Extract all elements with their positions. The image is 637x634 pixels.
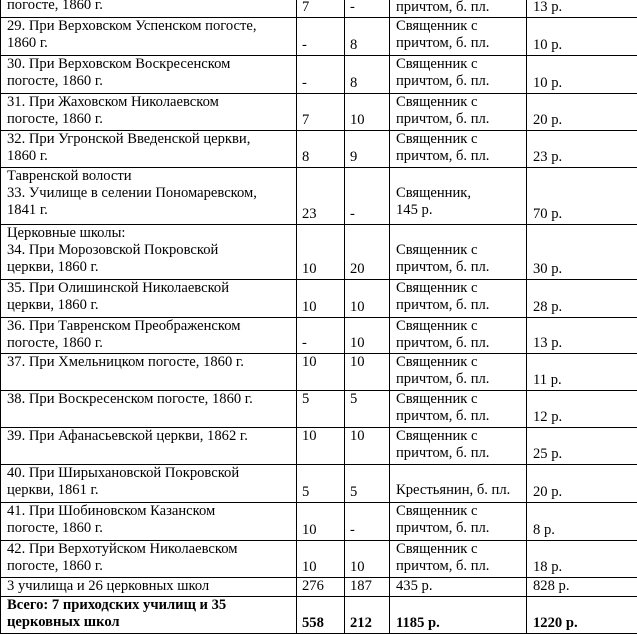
- table-row: [1, 391, 637, 428]
- school-name-cell: [1, 0, 297, 18]
- table-row: [1, 541, 637, 578]
- teacher-line: причтом, б. пл.: [396, 148, 490, 164]
- boys-count-cell: 558: [297, 597, 345, 634]
- school-name-line: Церковные школы:: [7, 225, 126, 241]
- teacher-line: причтом, б. пл.: [396, 520, 490, 536]
- salary-cell: 28 р.: [527, 280, 637, 318]
- teacher-cell: [390, 428, 527, 465]
- table-row: [1, 18, 637, 56]
- school-name-cell: [1, 578, 297, 597]
- salary-cell: 25 р.: [527, 428, 637, 465]
- salary-cell: 8 р.: [527, 503, 637, 541]
- boys-count-cell: 23: [297, 168, 345, 225]
- table-row: [1, 225, 637, 280]
- school-name-line: 40. При Ширыхановской Покровской: [7, 465, 240, 481]
- boys-count-cell: 10: [297, 428, 345, 465]
- salary-cell: 23 р.: [527, 131, 637, 168]
- boys-count-cell: 5: [297, 391, 345, 428]
- school-name-line: Всего: 7 приходских училищ и 35: [7, 597, 227, 613]
- teacher-line: Священник с: [396, 18, 478, 34]
- salary-cell: 20 р.: [527, 94, 637, 131]
- table-row: [1, 354, 637, 391]
- school-name-cell: [1, 465, 297, 503]
- teacher-line: Крестьянин, б. пл.: [396, 482, 511, 498]
- school-name-line: 36. При Тавренском Преображенском: [7, 318, 241, 334]
- teacher-cell: [390, 225, 527, 280]
- teacher-line: Священник с: [396, 242, 478, 258]
- girls-count-cell: -: [345, 168, 390, 225]
- boys-count-cell: 8: [297, 131, 345, 168]
- teacher-line: причтом, б. пл.: [396, 35, 490, 51]
- school-name-line: 1860 г.: [7, 35, 48, 51]
- salary-cell: 18 р.: [527, 541, 637, 578]
- school-name-cell: [1, 318, 297, 354]
- table-row: [1, 465, 637, 503]
- teacher-cell: [390, 280, 527, 318]
- girls-count-cell: 8: [345, 18, 390, 56]
- school-name-cell: [1, 94, 297, 131]
- teacher-line: причтом, б. пл.: [396, 0, 490, 15]
- salary-cell: 10 р.: [527, 18, 637, 56]
- salary-cell: 12 р.: [527, 391, 637, 428]
- school-name-line: 35. При Олишинской Николаевской: [7, 280, 230, 296]
- girls-count-cell: 10: [345, 541, 390, 578]
- school-name-cell: [1, 225, 297, 280]
- school-name-line: 3 училища и 26 церковных школ: [7, 578, 210, 594]
- school-name-cell: [1, 131, 297, 168]
- school-name-cell: [1, 597, 297, 634]
- school-name-line: 31. При Жаховском Николаевском: [7, 94, 219, 110]
- school-name-line: погосте, 1860 г.: [7, 558, 103, 574]
- school-name-line: 29. При Верховском Успенском погосте,: [7, 18, 257, 34]
- teacher-cell: [390, 465, 527, 503]
- table-row: [1, 578, 637, 597]
- boys-count-cell: 5: [297, 465, 345, 503]
- girls-count-cell: -: [345, 503, 390, 541]
- teacher-line: Священник с: [396, 280, 478, 296]
- salary-cell: 20 р.: [527, 465, 637, 503]
- boys-count-cell: -: [297, 56, 345, 94]
- girls-count-cell: 9: [345, 131, 390, 168]
- school-name-line: 37. При Хмельницком погосте, 1860 г.: [7, 354, 244, 370]
- school-name-cell: [1, 354, 297, 391]
- teacher-line: [396, 225, 523, 242]
- teacher-cell: [390, 541, 527, 578]
- girls-count-cell: 187: [345, 578, 390, 597]
- table-row: [1, 318, 637, 354]
- boys-count-cell: 10: [297, 225, 345, 280]
- girls-count-cell: 20: [345, 225, 390, 280]
- table-row: [1, 168, 637, 225]
- boys-count-cell: 10: [297, 280, 345, 318]
- schools-table-body: [1, 0, 637, 634]
- teacher-line: причтом, б. пл.: [396, 371, 490, 387]
- teacher-line: Священник с: [396, 56, 478, 72]
- boys-count-cell: -: [297, 18, 345, 56]
- teacher-line: причтом, б. пл.: [396, 335, 490, 351]
- teacher-cell: [390, 168, 527, 225]
- teacher-line: [396, 465, 523, 482]
- girls-count-cell: 10: [345, 428, 390, 465]
- teacher-line: причтом, б. пл.: [396, 259, 490, 275]
- salary-cell: 13 р.: [527, 318, 637, 354]
- salary-cell: 1220 р.: [527, 597, 637, 634]
- teacher-line: причтом, б. пл.: [396, 297, 490, 313]
- teacher-cell: [390, 18, 527, 56]
- teacher-cell: [390, 597, 527, 634]
- school-name-cell: [1, 18, 297, 56]
- teacher-line: Священник с: [396, 541, 478, 557]
- salary-cell: 828 р.: [527, 578, 637, 597]
- teacher-cell: [390, 94, 527, 131]
- school-name-line: 32. При Угронской Введенской церкви,: [7, 131, 251, 147]
- salary-cell: 11 р.: [527, 354, 637, 391]
- salary-cell: 30 р.: [527, 225, 637, 280]
- school-name-cell: [1, 428, 297, 465]
- school-name-cell: [1, 391, 297, 428]
- teacher-line: Священник с: [396, 428, 478, 444]
- teacher-cell: [390, 131, 527, 168]
- table-row: [1, 503, 637, 541]
- girls-count-cell: 10: [345, 280, 390, 318]
- school-name-line: 42. При Верхотуйском Николаевском: [7, 541, 238, 557]
- school-name-line: погосте, 1860 г.: [7, 335, 103, 351]
- total-row: [1, 597, 637, 634]
- school-name-cell: [1, 541, 297, 578]
- school-name-cell: [1, 56, 297, 94]
- teacher-cell: [390, 578, 527, 597]
- school-name-cell: [1, 168, 297, 225]
- teacher-cell: [390, 0, 527, 18]
- girls-count-cell: -: [345, 0, 390, 18]
- teacher-line: [396, 168, 523, 185]
- boys-count-cell: 10: [297, 541, 345, 578]
- teacher-line: причтом, б. пл.: [396, 558, 490, 574]
- boys-count-cell: 10: [297, 503, 345, 541]
- teacher-line: Священник с: [396, 391, 478, 407]
- school-name-line: 38. При Воскресенском погосте, 1860 г.: [7, 391, 253, 407]
- boys-count-cell: 276: [297, 578, 345, 597]
- girls-count-cell: 5: [345, 391, 390, 428]
- teacher-line: причтом, б. пл.: [396, 445, 490, 461]
- teacher-line: 1185 р.: [396, 615, 440, 631]
- girls-count-cell: 212: [345, 597, 390, 634]
- school-name-cell: [1, 280, 297, 318]
- boys-count-cell: -: [297, 318, 345, 354]
- school-name-line: 30. При Верховском Воскресенском: [7, 56, 231, 72]
- school-name-line: погосте, 1860 г.: [7, 520, 103, 536]
- teacher-line: Священник с: [396, 318, 478, 334]
- girls-count-cell: 10: [345, 318, 390, 354]
- boys-count-cell: 10: [297, 354, 345, 391]
- school-name-line: погосте, 1860 г.: [7, 73, 103, 89]
- teacher-line: причтом, б. пл.: [396, 111, 490, 127]
- teacher-cell: [390, 318, 527, 354]
- school-name-line: церкви, 1860 г.: [7, 297, 99, 313]
- teacher-line: причтом, б. пл.: [396, 408, 490, 424]
- table-row: [1, 280, 637, 318]
- teacher-line: Священник с: [396, 131, 478, 147]
- salary-cell: 10 р.: [527, 56, 637, 94]
- teacher-line: Священник с: [396, 94, 478, 110]
- school-name-line: 41. При Шобиновском Казанском: [7, 503, 216, 519]
- school-name-line: церкви, 1861 г.: [7, 482, 99, 498]
- girls-count-cell: 5: [345, 465, 390, 503]
- teacher-line: причтом, б. пл.: [396, 73, 490, 89]
- girls-count-cell: 10: [345, 354, 390, 391]
- teacher-cell: [390, 391, 527, 428]
- school-name-line: 33. Училище в селении Пономаревском,: [7, 185, 257, 201]
- school-name-line: погосте, 1860 г.: [7, 111, 103, 127]
- school-name-line: 1841 г.: [7, 202, 48, 218]
- table-row: [1, 0, 637, 18]
- teacher-line: Священник,: [396, 185, 472, 201]
- school-name-line: 34. При Морозовской Покровской: [7, 242, 219, 258]
- teacher-cell: [390, 503, 527, 541]
- boys-count-cell: 7: [297, 94, 345, 131]
- teacher-cell: [390, 56, 527, 94]
- school-name-line: погосте, 1860 г.: [7, 0, 103, 13]
- school-name-cell: [1, 503, 297, 541]
- teacher-cell: [390, 354, 527, 391]
- table-row: [1, 428, 637, 465]
- teacher-line: 145 р.: [396, 202, 433, 218]
- school-name-line: Тавренской волости: [7, 168, 132, 184]
- teacher-line: Священник с: [396, 503, 478, 519]
- boys-count-cell: 7: [297, 0, 345, 18]
- teacher-line: Священник с: [396, 354, 478, 370]
- table-row: [1, 56, 637, 94]
- teacher-line: 435 р.: [396, 578, 433, 594]
- girls-count-cell: 10: [345, 94, 390, 131]
- school-name-line: церкви, 1860 г.: [7, 259, 99, 275]
- school-name-line: церковных школ: [7, 614, 120, 630]
- school-name-line: 39. При Афанасьевской церкви, 1862 г.: [7, 428, 248, 444]
- table-row: [1, 131, 637, 168]
- salary-cell: 13 р.: [527, 0, 637, 18]
- table-row: [1, 94, 637, 131]
- girls-count-cell: 8: [345, 56, 390, 94]
- salary-cell: 70 р.: [527, 168, 637, 225]
- school-name-line: 1860 г.: [7, 148, 48, 164]
